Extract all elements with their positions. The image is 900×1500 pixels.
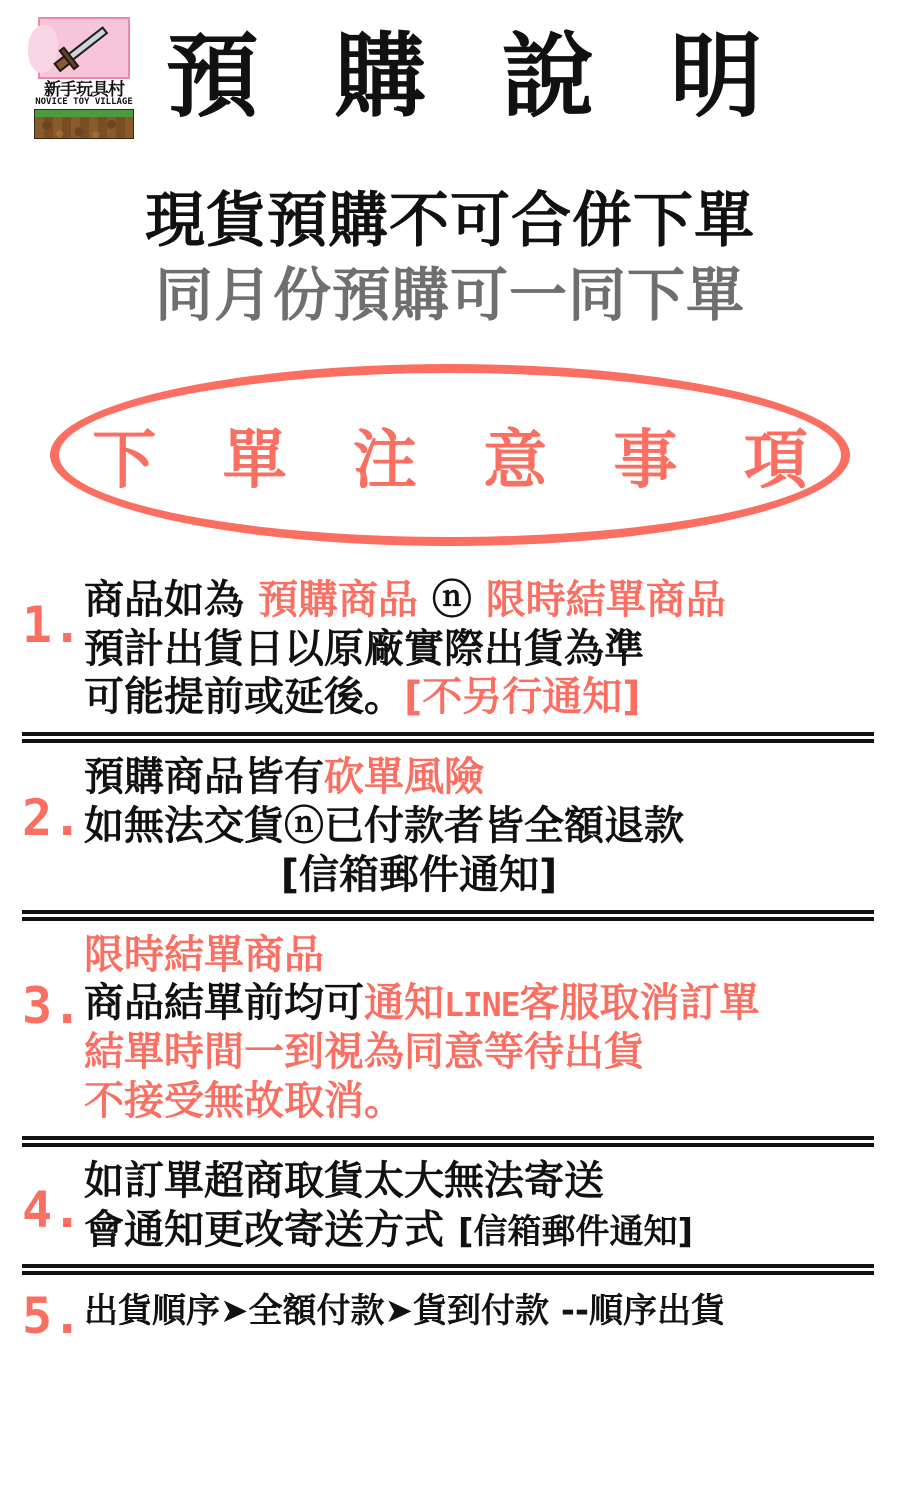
text-segment: 預計出貨日以原廠實際出貨為準 — [84, 625, 644, 672]
text-line — [84, 802, 874, 851]
brand-logo — [24, 13, 142, 141]
text-segment: 會通知更改寄送方式 — [84, 1206, 458, 1253]
list-item — [22, 576, 874, 722]
text-segment: 商品結單前均可 — [84, 980, 364, 1027]
text-line — [84, 979, 874, 1028]
page-title: 預 購 說 明 — [166, 23, 785, 130]
divider — [22, 910, 874, 921]
text-line — [84, 931, 874, 980]
text-segment: 通知 — [364, 980, 444, 1027]
notice-banner — [50, 364, 850, 546]
text-segment: [信箱郵件通知] — [457, 1211, 694, 1252]
list-item-body — [84, 753, 874, 899]
subtitle-secondary: 同月份預購可一同下單 — [154, 261, 745, 329]
text-line — [84, 851, 874, 900]
text-segment: 不接受無故取消。 — [84, 1078, 404, 1125]
list-item-number: 4. — [22, 1180, 83, 1239]
text-line — [84, 576, 874, 625]
list-item — [22, 931, 874, 1126]
text-line — [84, 1028, 874, 1077]
text-segment: 限時結單商品 — [485, 576, 726, 623]
text-line — [84, 673, 874, 722]
subtitle-primary: 現貨預購不可合併下單 — [145, 186, 755, 256]
list-item-body — [84, 576, 874, 722]
text-line — [84, 625, 874, 674]
text-segment: 如訂單超商取貨太大無法寄送 — [84, 1157, 604, 1204]
list-item-number: 5. — [22, 1287, 83, 1346]
list-item — [22, 1285, 874, 1346]
list-item-number: 1. — [22, 595, 83, 654]
text-segment: ⓝ — [417, 576, 486, 623]
logo-shop-name: 新手玩具村 — [44, 80, 124, 100]
list-item-number: 3. — [22, 976, 83, 1035]
text-segment: [不另行通知] — [404, 674, 641, 721]
grass-block-icon — [34, 109, 134, 139]
page-header — [0, 0, 900, 140]
text-segment: LINE — [444, 985, 520, 1025]
list-item-body — [84, 931, 874, 1126]
notice-banner-label: 下 單 注 意 事 項 — [92, 423, 830, 498]
notes-list — [0, 576, 900, 1346]
text-segment: 預購商品皆有 — [84, 754, 324, 801]
text-segment: 限時結單商品 — [84, 931, 324, 978]
list-item — [22, 1157, 874, 1255]
text-segment: 砍單風險 — [324, 754, 484, 801]
text-line — [84, 1077, 874, 1126]
divider — [22, 1264, 874, 1275]
list-item — [22, 753, 874, 899]
text-line — [84, 1206, 874, 1255]
text-line — [84, 1285, 874, 1334]
text-segment: 商品如為 — [84, 576, 258, 623]
text-segment: 結單時間一到視為同意等待出貨 — [84, 1029, 644, 1076]
list-item-body — [84, 1157, 874, 1255]
text-segment: [信箱郵件通知] — [280, 851, 558, 898]
text-segment: 如無法交貨ⓝ已付款者皆全額退款 — [84, 803, 684, 850]
text-segment: 預購商品 — [257, 576, 418, 623]
text-segment: 客服取消訂單 — [519, 980, 760, 1027]
divider — [22, 1136, 874, 1147]
list-item-number: 2. — [22, 789, 83, 848]
text-line — [84, 753, 874, 802]
logo-shop-name-en: NOVICE TOY VILLAGE — [35, 97, 133, 107]
text-segment: 出貨順序➤全額付款➤貨到付款 --順序出貨 — [84, 1291, 726, 1332]
list-item-body — [84, 1285, 874, 1334]
text-line — [84, 1157, 874, 1206]
text-segment: 可能提前或延後。 — [84, 674, 404, 721]
divider — [22, 732, 874, 743]
